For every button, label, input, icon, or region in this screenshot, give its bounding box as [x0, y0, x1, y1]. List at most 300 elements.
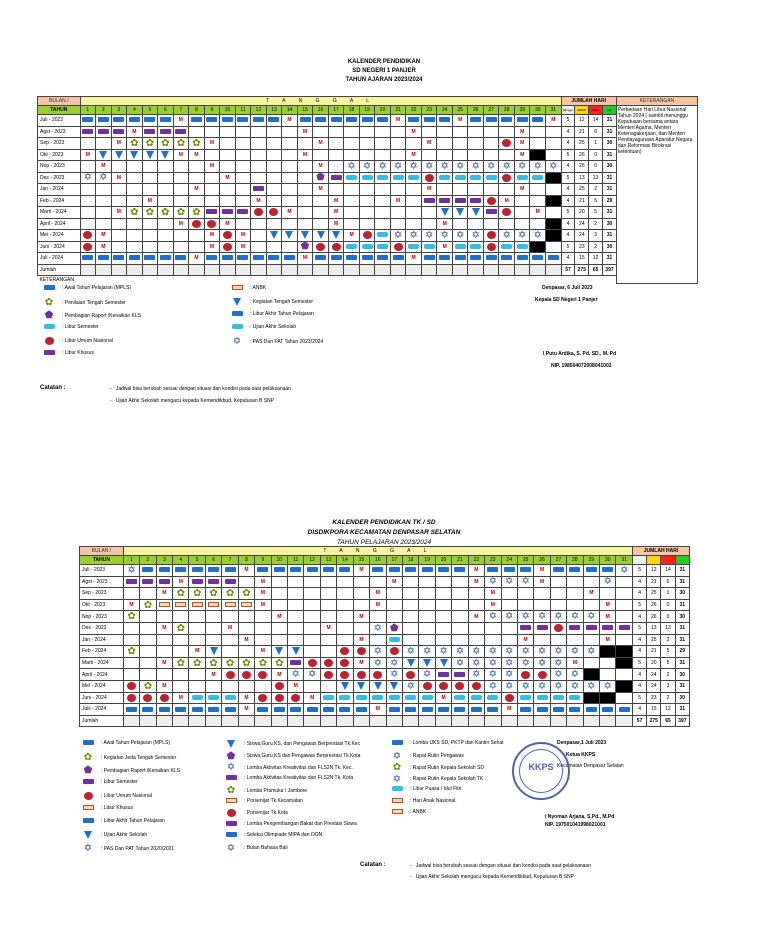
- day-cell: [304, 622, 320, 634]
- legend-item: [222, 752, 360, 761]
- holiday-marker: [44, 324, 55, 329]
- legend-icon: [228, 311, 246, 317]
- day-cell: [468, 115, 484, 127]
- day-cell: [140, 704, 156, 716]
- total-cell: [238, 715, 254, 727]
- day-cell: [514, 207, 530, 219]
- day-cell: [304, 565, 320, 577]
- day-cell: [483, 230, 499, 242]
- holiday-marker: [323, 695, 334, 700]
- day-cell: [142, 184, 158, 196]
- sunday-mark: M: [474, 578, 479, 585]
- day-cell: [288, 680, 304, 692]
- sum-value: 31: [603, 230, 617, 242]
- legend-item: [222, 775, 353, 781]
- school-break-marker: [274, 707, 285, 712]
- day-cell: [189, 126, 205, 138]
- sunday-mark: M: [318, 186, 323, 193]
- school-break-marker: [83, 740, 94, 745]
- day-cell: [173, 115, 189, 127]
- legend-icon: [40, 337, 58, 345]
- cal1-note-1: - Jadwal bisa berubah sesuai dengan situasi dan kondisi pada saat pelaksanaan: [110, 386, 291, 392]
- day-cell: [468, 704, 484, 716]
- school-break-marker: [44, 285, 55, 290]
- sum-value: 29: [603, 195, 617, 207]
- day-cell: [204, 126, 220, 138]
- national-holiday-marker: [502, 208, 511, 216]
- day-cell: [514, 126, 530, 138]
- day-header: 1: [123, 556, 139, 565]
- day-cell: [204, 184, 220, 196]
- holiday-marker: [232, 324, 243, 329]
- day-header: 8: [238, 556, 254, 565]
- sum-value: 12: [575, 115, 589, 127]
- day-cell: [173, 599, 189, 611]
- sunday-mark: M: [507, 706, 512, 713]
- day-cell: [583, 576, 599, 588]
- legend-label: : Libur Khusus: [101, 805, 133, 811]
- exam-star-icon: ✡: [422, 669, 432, 681]
- day-cell: [435, 692, 451, 704]
- day-cell: [406, 161, 422, 173]
- day-cell: [320, 588, 336, 600]
- school-break-marker: [222, 117, 233, 122]
- day-cell: [517, 565, 533, 577]
- day-cell: [313, 218, 329, 230]
- day-cell: [156, 565, 172, 577]
- day-cell: [320, 646, 336, 658]
- sum-value: 1: [661, 588, 675, 600]
- day-cell: [468, 611, 484, 623]
- semester-break-marker: [160, 129, 171, 134]
- day-cell: [220, 184, 236, 196]
- day-cell: [158, 253, 174, 265]
- total-cell: [204, 264, 220, 276]
- day-cell: [616, 588, 633, 600]
- day-header: 23: [485, 556, 501, 565]
- holiday-marker: [455, 175, 466, 180]
- total-cell: [353, 715, 369, 727]
- day-cell: [452, 611, 468, 623]
- sum-value: 29: [675, 646, 689, 658]
- exam-star-icon: ✡: [537, 611, 547, 623]
- day-cell: [304, 576, 320, 588]
- day-cell: [359, 195, 375, 207]
- legend-label: : Hari Anak Nasional.: [410, 797, 457, 804]
- day-cell: [123, 622, 139, 634]
- sum-value: 0: [661, 599, 675, 611]
- day-cell: [550, 692, 566, 704]
- day-header: 24: [437, 106, 453, 115]
- sum-value: 21: [647, 576, 661, 588]
- legend-icon: [40, 285, 58, 291]
- total-cell: [222, 715, 238, 727]
- day-cell: [468, 138, 484, 150]
- semester-break-marker: [82, 129, 93, 134]
- sunday-mark: M: [209, 163, 214, 170]
- school-break-marker: [225, 707, 236, 712]
- exam-star-icon: ✡: [570, 611, 580, 623]
- legend-text: Libur Umum Nasional: [103, 793, 152, 799]
- day-cell: [567, 611, 583, 623]
- day-cell: [546, 253, 562, 265]
- exam-star-icon: ✡: [373, 645, 383, 657]
- exam-star-icon: ✡: [99, 172, 108, 184]
- national-holiday-marker: [487, 197, 496, 205]
- day-cell: [142, 195, 158, 207]
- day-header: 3: [111, 106, 127, 115]
- exam-star-icon: ✡: [533, 160, 542, 172]
- day-cell: [320, 565, 336, 577]
- total-cell: [251, 264, 267, 276]
- legend-label: : Kegiatan Jeda Tengah Semester: [101, 754, 177, 761]
- sunday-mark: M: [441, 694, 446, 701]
- day-cell: [517, 576, 533, 588]
- month-label: Marti - 2024: [80, 657, 124, 669]
- day-cell: [435, 611, 451, 623]
- holiday-marker: [225, 695, 236, 700]
- day-cell: [255, 669, 271, 681]
- day-cell: [235, 207, 251, 219]
- day-cell: [235, 230, 251, 242]
- day-cell: [567, 576, 583, 588]
- holiday-marker: [424, 244, 435, 249]
- sum-value: 31: [603, 207, 617, 219]
- semester-break-marker: [439, 198, 450, 203]
- total-cell: [616, 715, 633, 727]
- sum-value: 4: [561, 138, 575, 150]
- day-cell: [483, 149, 499, 161]
- total-cell: [320, 715, 336, 727]
- day-cell: [534, 692, 550, 704]
- exam-star-icon: ✡: [570, 680, 580, 692]
- school-break-marker: [225, 567, 236, 572]
- day-cell: [288, 588, 304, 600]
- month-label: Julii - 2024: [80, 704, 124, 716]
- legend-text: Libur Akhir Tahun Pelajaran: [103, 818, 165, 824]
- sunday-mark: M: [539, 578, 545, 585]
- day-header: 20: [375, 106, 391, 115]
- day-cell: [96, 138, 112, 150]
- sunday-mark: M: [194, 151, 199, 158]
- cal2-hdr-jumlah: JUMLAH HARI: [632, 547, 689, 556]
- exam-star-icon: ✡: [505, 576, 514, 588]
- day-cell: [189, 565, 205, 577]
- legend-icon: [228, 285, 246, 291]
- sunday-mark: M: [520, 186, 525, 193]
- month-row: [80, 657, 690, 669]
- legend-item: [40, 350, 94, 356]
- day-cell: [452, 195, 468, 207]
- day-cell: [616, 669, 633, 681]
- school-break-marker: [257, 707, 268, 712]
- semester-break-marker: [208, 579, 219, 584]
- school-break-marker: [268, 255, 279, 260]
- day-cell: [485, 622, 501, 634]
- day-cell: [238, 680, 254, 692]
- sum-value: 14: [661, 565, 675, 577]
- assessment-gear-icon: ✿: [161, 137, 170, 149]
- day-cell: [437, 241, 453, 253]
- sum-value: 31: [675, 565, 689, 577]
- school-break-marker: [602, 707, 613, 712]
- sunday-mark: M: [147, 197, 152, 204]
- sum-value: 30: [675, 669, 689, 681]
- cal2-title-line3: TAHUN PELAJARAN 2023/2024: [336, 539, 432, 546]
- day-cell: [546, 161, 562, 173]
- cal2-hdr-tanggal: T A N G G A L: [123, 547, 632, 556]
- day-cell: [282, 230, 298, 242]
- day-cell: [156, 576, 172, 588]
- day-cell: [282, 218, 298, 230]
- day-cell: [390, 207, 406, 219]
- total-cell: [501, 715, 517, 727]
- school-break-marker: [471, 707, 482, 712]
- day-cell: [483, 115, 499, 127]
- day-cell: [514, 184, 530, 196]
- semester-break-marker: [331, 175, 342, 180]
- holiday-marker: [470, 244, 481, 249]
- day-cell: [288, 692, 304, 704]
- day-header: 6: [205, 556, 221, 565]
- school-break-marker: [424, 255, 435, 260]
- day-cell: [205, 692, 221, 704]
- legend-icon: [222, 821, 240, 827]
- sunday-mark: M: [244, 636, 249, 643]
- cal2-catatan-label: Catatan :: [360, 862, 386, 868]
- day-cell: [600, 588, 616, 600]
- day-cell: [375, 218, 391, 230]
- legend-item: [222, 832, 322, 838]
- day-cell: [375, 161, 391, 173]
- day-cell: [142, 218, 158, 230]
- legend-label: : Libur Semester: [101, 779, 138, 785]
- day-cell: [158, 115, 174, 127]
- day-cell: [222, 634, 238, 646]
- day-cell: [550, 565, 566, 577]
- day-cell: [173, 172, 189, 184]
- day-cell: [437, 115, 453, 127]
- day-header: 7: [222, 556, 238, 565]
- legend-label: : Awal Tahun Pelajaran (MPLS): [101, 740, 171, 746]
- day-cell: [435, 622, 451, 634]
- day-cell: [255, 704, 271, 716]
- day-cell: [406, 115, 422, 127]
- total-cell: [517, 715, 533, 727]
- day-cell: [435, 669, 451, 681]
- legend-text: Siswa,Guru,KS dan Pengawas Berprestasi Tk.Kota: [246, 753, 361, 759]
- day-cell: [320, 611, 336, 623]
- month-row: [38, 264, 698, 276]
- national-holiday-marker: [316, 243, 325, 251]
- school-break-marker: [274, 567, 285, 572]
- day-cell: [468, 669, 484, 681]
- school-break-marker: [520, 567, 531, 572]
- day-cell: [550, 611, 566, 623]
- day-cell: [220, 126, 236, 138]
- sum-value: 13: [647, 622, 661, 634]
- day-cell: [251, 253, 267, 265]
- day-cell: [127, 218, 143, 230]
- cal1-hdr-tanggal: T A N G G A L: [80, 97, 561, 106]
- assessment-gear-icon: ✿: [145, 206, 155, 218]
- sum-value: 12: [647, 565, 661, 577]
- day-cell: [328, 149, 344, 161]
- day-cell: [437, 253, 453, 265]
- day-cell: [530, 161, 546, 173]
- day-cell: [567, 704, 583, 716]
- day-cell: [353, 669, 369, 681]
- day-cell: [353, 611, 369, 623]
- day-cell: [235, 161, 251, 173]
- day-cell: [452, 657, 468, 669]
- day-cell: [452, 241, 468, 253]
- legend-label: : ANBK: [250, 285, 267, 291]
- sum-value: 5: [632, 565, 646, 577]
- sum-value: 397: [603, 264, 617, 276]
- cal2-note-1: - Jadwal bisa berubah sesuai dengan situasi dan kondisi pada saat pelaksanaan: [410, 863, 591, 869]
- legend-label: : Porsenijar Tk.Kota: [244, 810, 288, 816]
- total-cell: [140, 715, 156, 727]
- sunday-mark: M: [474, 567, 479, 574]
- assessment-gear-icon: ✿: [193, 587, 202, 599]
- day-cell: [304, 669, 320, 681]
- exam-star-icon: ✡: [83, 843, 93, 854]
- day-cell: [370, 680, 386, 692]
- legend-item: [40, 298, 126, 307]
- day-cell: [435, 599, 451, 611]
- exam-star-icon: ✡: [521, 657, 530, 669]
- cal1-sign-date: Denpasar, 6 Juli 2023: [542, 285, 593, 291]
- day-cell: [304, 634, 320, 646]
- semester-break-marker: [454, 672, 465, 677]
- day-cell: [483, 138, 499, 150]
- total-cell: [421, 264, 437, 276]
- day-cell: [402, 704, 418, 716]
- day-cell: [220, 115, 236, 127]
- day-cell: [255, 599, 271, 611]
- day-cell: [452, 634, 468, 646]
- day-header: 31: [546, 106, 562, 115]
- day-cell: [583, 588, 599, 600]
- legend-text: ANBK: [412, 809, 427, 815]
- total-cell: [297, 264, 313, 276]
- sunday-mark: M: [287, 209, 292, 216]
- cal1-table: [37, 96, 698, 284]
- legend-icon: [79, 766, 97, 775]
- anbk-marker: [83, 805, 94, 810]
- sum-value: 25: [575, 184, 589, 196]
- sum-value: 5: [661, 646, 675, 658]
- semester-break-marker: [222, 209, 233, 214]
- day-cell: [304, 646, 320, 658]
- day-cell: [370, 576, 386, 588]
- day-cell: [435, 634, 451, 646]
- total-cell: [111, 264, 127, 276]
- day-cell: [468, 207, 484, 219]
- day-cell: [123, 692, 139, 704]
- cal1-note-2-text: Ujian Akhir Sekolah mengacu kepada Kemendikbud, Keputusan B SNP: [115, 398, 274, 404]
- legend-icon: [222, 798, 240, 804]
- sum-value: 31: [675, 622, 689, 634]
- exam-star-icon: ✡: [554, 645, 563, 657]
- day-cell: [485, 680, 501, 692]
- day-cell: [297, 184, 313, 196]
- national-holiday-marker: [127, 694, 136, 702]
- day-cell: [375, 207, 391, 219]
- day-cell: [419, 657, 435, 669]
- day-cell: [468, 622, 484, 634]
- legend-label: : Rapat Rutin Kepala Sekolah TK: [410, 776, 484, 782]
- cal2-note-1-text: Jadwal bisa berubah sesuai dengan situasi dan kondisi pada saat pelaksanaan: [415, 863, 591, 869]
- total-cell: [485, 715, 501, 727]
- sum-value: 21: [575, 126, 589, 138]
- month-label: Mei - 2024: [38, 230, 81, 242]
- school-break-marker: [422, 567, 433, 572]
- day-cell: [402, 599, 418, 611]
- report-pentagon-icon: ⬟: [316, 172, 325, 184]
- day-cell: [96, 172, 112, 184]
- day-cell: [353, 704, 369, 716]
- day-cell: [127, 115, 143, 127]
- day-header: 27: [483, 106, 499, 115]
- month-row: [38, 195, 698, 207]
- day-cell: [435, 576, 451, 588]
- semester-break-marker: [253, 186, 264, 191]
- day-cell: [111, 241, 127, 253]
- day-cell: [435, 680, 451, 692]
- sum-value: 31: [675, 657, 689, 669]
- legend-icon: [228, 324, 246, 330]
- day-cell: [375, 149, 391, 161]
- legend-text: Porsenijar Tk.Kota: [246, 810, 288, 816]
- sum-value: 21: [647, 646, 661, 658]
- national-holiday-marker: [143, 694, 152, 702]
- day-cell: [80, 207, 96, 219]
- day-cell: [238, 622, 254, 634]
- day-cell: [173, 230, 189, 242]
- day-cell: [96, 195, 112, 207]
- legend-label: : Libur Akhir Tahun Pelajaran: [250, 311, 314, 317]
- legend-icon: [388, 786, 406, 792]
- legend-item: [228, 311, 314, 317]
- national-holiday-marker: [83, 243, 92, 251]
- sunday-mark: M: [244, 567, 249, 574]
- day-cell: [344, 241, 360, 253]
- assessment-gear-icon: ✿: [44, 297, 54, 308]
- month-label: Juni - 2024: [38, 241, 81, 253]
- holiday-marker: [346, 175, 357, 180]
- day-cell: [583, 657, 599, 669]
- day-cell: [80, 126, 96, 138]
- day-header: 12: [251, 106, 267, 115]
- day-cell: [156, 669, 172, 681]
- day-cell: [266, 230, 282, 242]
- day-cell: [359, 253, 375, 265]
- school-break-marker: [142, 707, 153, 712]
- day-cell: [255, 576, 271, 588]
- total-cell: [235, 264, 251, 276]
- assessment-gear-icon: ✿: [127, 611, 136, 623]
- exam-star-icon: ✡: [347, 160, 356, 172]
- day-cell: [616, 622, 633, 634]
- anbk-marker: [392, 809, 403, 814]
- day-cell: [127, 184, 143, 196]
- day-header: 11: [235, 106, 251, 115]
- sum-value: 4: [561, 161, 575, 173]
- school-break-marker: [300, 117, 311, 122]
- holiday-marker: [408, 244, 419, 249]
